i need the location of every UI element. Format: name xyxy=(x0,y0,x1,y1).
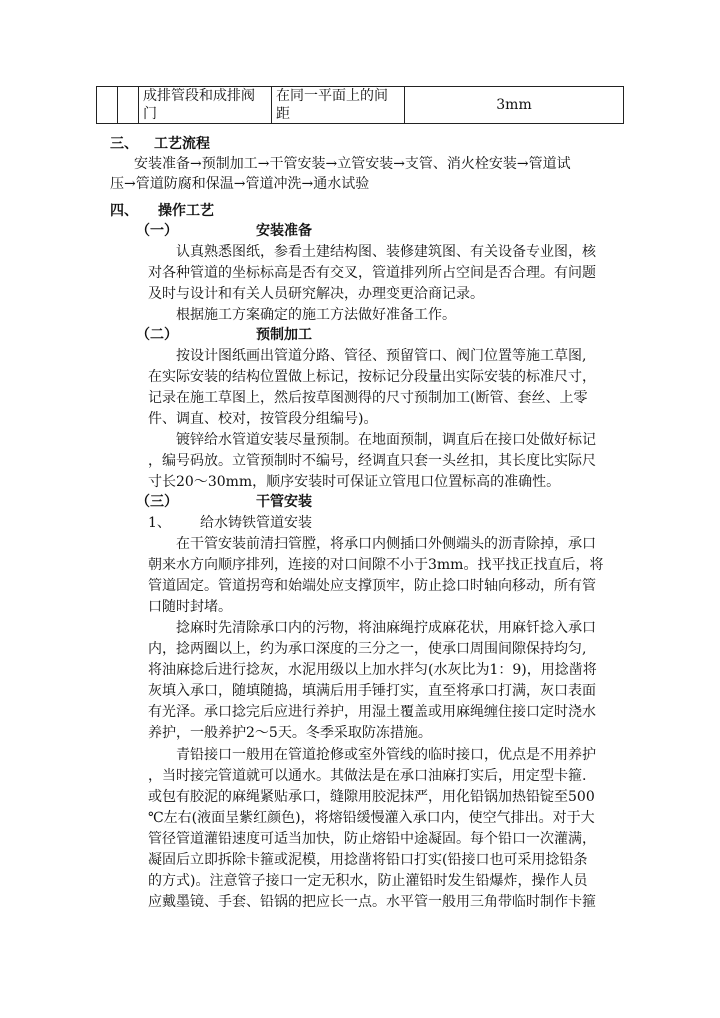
body-line: 在实际安装的结构位置做上标记，按标记分段量出实际安装的标准尺寸， xyxy=(148,369,596,385)
body-line: ℃左右(液面呈紫红颜色)，将熔铅缓慢灌入承口内，使空气排出。对于大 xyxy=(148,810,595,826)
body-line: 在干管安装前清扫管膛，将承口内侧插口外侧端头的沥青除掉，承口 xyxy=(176,536,596,552)
body-line: ，编号码放。立管预制时不编号，经调直只套一头丝扣，其长度比实际尺 xyxy=(148,453,596,469)
body-line: 养护，一般养护2～5天。冬季采取防冻措施。 xyxy=(148,725,432,741)
item-number: 1、 xyxy=(148,515,171,531)
subsection-title: 预制加工 xyxy=(256,327,312,343)
subsection-number: （三） xyxy=(136,494,178,510)
body-line: 管道固定。管道拐弯和始端处应支撑顶牢，防止捻口时轴向移动，所有管 xyxy=(148,578,596,594)
table-cell: 3mm xyxy=(405,87,624,124)
table-row xyxy=(97,87,624,124)
body-line: 寸长20～30mm，顺序安装时可保证立管甩口位置标高的准确性。 xyxy=(148,474,561,490)
section-number: 三、 xyxy=(110,136,138,152)
body-line: 压→管道防腐和保温→管道冲洗→通水试验 xyxy=(110,176,370,192)
subsection-title: 安装准备 xyxy=(256,223,312,239)
subsection-title: 干管安装 xyxy=(256,494,312,510)
body-line: 灰填入承口，随填随捣，填满后用手锤打实，直至将承口打满，灰口表面 xyxy=(148,683,596,699)
body-line: 捻麻时先清除承口内的污物，将油麻绳拧成麻花状，用麻钎捻入承口 xyxy=(176,620,596,636)
table-cell xyxy=(118,87,139,124)
body-line: 朝来水方向顺序排列，连接的对口间隙不小于3mm。找平找正找直后，将 xyxy=(148,557,604,573)
subsection-number: （一） xyxy=(136,223,178,239)
body-line: 的方式)。注意管子接口一定无积水，防止灌铅时发生铅爆炸，操作人员 xyxy=(148,873,588,889)
table-cell xyxy=(97,87,118,124)
body-line: 管径管道灌铅速度可适当加快，防止熔铅中途凝固。每个铅口一次灌满， xyxy=(148,831,596,847)
body-line: 或包有胶泥的麻绳紧贴承口，缝隙用胶泥抹严，用化铅锅加热铅锭至500 xyxy=(148,789,595,805)
table-cell: 在同一平面上的间距 xyxy=(272,87,405,124)
subsection-number: （二） xyxy=(136,327,178,343)
body-line: 凝固后立即拆除卡箍或泥模，用捻凿将铅口打实(铅接口也可采用捻铅条 xyxy=(148,852,588,868)
section-title: 操作工艺 xyxy=(158,203,214,219)
body-line: 及时与设计和有关人员研究解决，办理变更洽商记录。 xyxy=(148,286,484,302)
table-cell: 成排管段和成排阀门 xyxy=(139,87,272,124)
body-line: 口随时封堵。 xyxy=(148,599,232,615)
body-line: 对各种管道的坐标标高是否有交叉，管道排列所占空间是否合理。有问题 xyxy=(148,265,596,281)
body-line: 青铅接口一般用在管道抢修或室外管线的临时接口，优点是不用养护 xyxy=(176,747,596,763)
body-line: 应戴墨镜、手套、铅锅的把应长一点。水平管一般用三角带临时制作卡箍 xyxy=(148,894,596,910)
body-line: ，当时接完管道就可以通水。其做法是在承口油麻打实后，用定型卡箍. xyxy=(148,768,587,784)
body-line: 记录在施工草图上，然后按草图测得的尺寸预制加工(断管、套丝、上零 xyxy=(148,390,588,406)
body-line: 镀锌给水管道安装尽量预制。在地面预制，调直后在接口处做好标记 xyxy=(176,432,596,448)
item-title: 给水铸铁管道安装 xyxy=(200,515,312,531)
body-line: 认真熟悉图纸，参看土建结构图、装修建筑图、有关设备专业图，核 xyxy=(176,244,596,260)
body-line: 将油麻捻后进行捻灰，水泥用级以上加水拌匀(水灰比为1：9)，用捻凿将 xyxy=(148,662,597,678)
spec-table xyxy=(96,86,624,124)
body-line: 安装准备→预制加工→干管安装→立管安装→支管、消火栓安装→管道试 xyxy=(134,156,571,172)
body-line: 内，捻两圈以上，约为承口深度的三分之一，使承口周围间隙保持均匀, xyxy=(148,641,587,657)
body-line: 件、调直、校对，按管段分组编号)。 xyxy=(148,411,378,427)
section-number: 四、 xyxy=(110,203,138,219)
body-line: 按设计图纸画出管道分路、管径、预留管口、阀门位置等施工草图, xyxy=(176,348,587,364)
body-line: 有光泽。承口捻完后应进行养护，用湿土覆盖或用麻绳缠住接口定时浇水 xyxy=(148,704,596,720)
body-line: 根据施工方案确定的施工方法做好准备工作。 xyxy=(176,307,456,323)
section-title: 工艺流程 xyxy=(154,136,210,152)
